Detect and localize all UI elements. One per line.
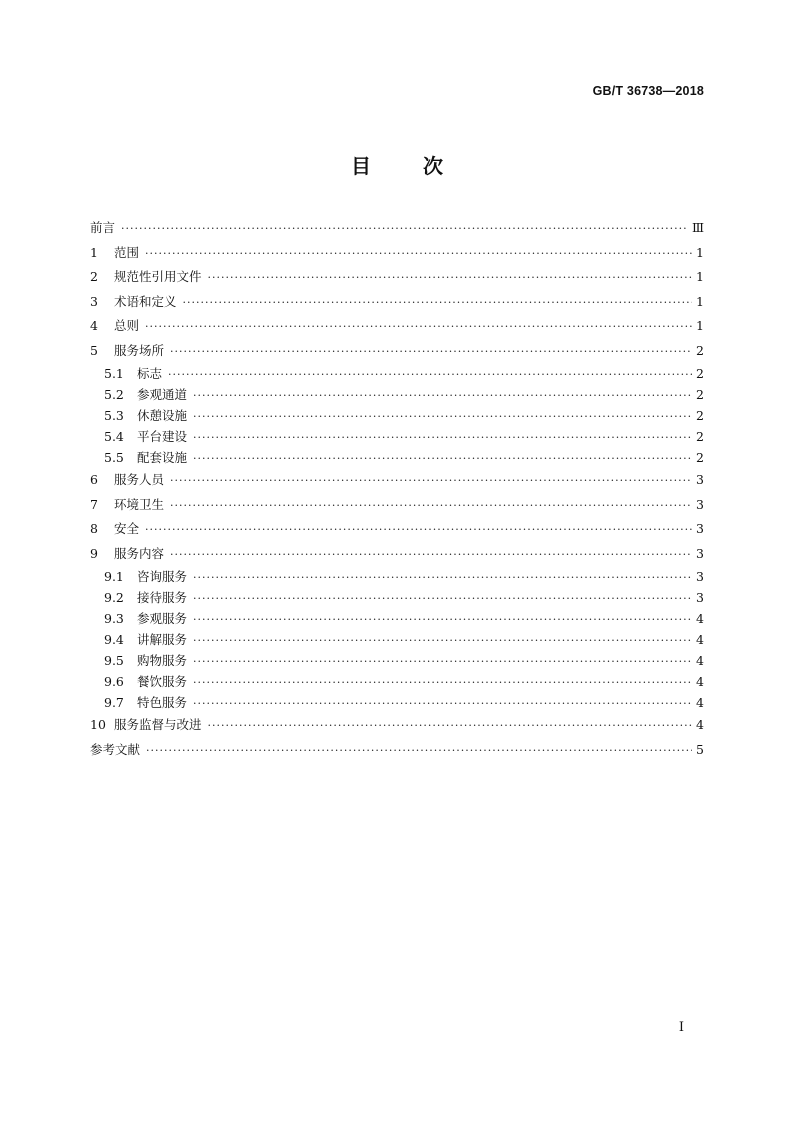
toc-entry-page: 2	[696, 450, 704, 465]
toc-leader-dots	[170, 543, 692, 568]
toc-leader-dots	[193, 693, 692, 714]
toc-entry-number: 4	[90, 318, 98, 333]
toc-leader-dots	[193, 427, 692, 448]
toc-leader-dots	[193, 448, 692, 469]
toc-leader-dots	[208, 714, 692, 739]
toc-entry[interactable]	[90, 493, 704, 518]
toc-entry-number: 5	[90, 342, 98, 358]
toc-entry-number: 3	[90, 293, 98, 309]
toc-leader-dots	[193, 385, 692, 406]
toc-entry[interactable]	[90, 363, 704, 384]
toc-leader-dots	[193, 588, 692, 609]
toc-leader-dots	[168, 364, 692, 385]
toc-entry-page: 3	[696, 590, 704, 605]
toc-entry[interactable]	[90, 517, 704, 542]
toc-entry[interactable]	[90, 265, 704, 290]
toc-entry-page: Ⅲ	[691, 220, 704, 235]
toc-leader-dots	[193, 672, 692, 693]
toc-entry-title: 配套设施	[137, 450, 188, 465]
toc-entry-title: 安全	[114, 521, 140, 536]
toc-entry-number: 8	[90, 521, 98, 536]
toc-leader-dots	[193, 609, 692, 630]
page-number: I	[678, 1020, 684, 1035]
toc-entry-number: 10	[90, 717, 106, 732]
toc-entry-page: 2	[696, 429, 704, 444]
toc-entry-number: 5.4	[104, 429, 124, 444]
toc-entry-title: 服务场所	[114, 342, 165, 358]
toc-entry-number: 9.3	[104, 611, 124, 626]
toc-entry-title: 前言	[90, 220, 116, 235]
toc-entry-page: 4	[696, 632, 704, 647]
toc-entry-page: 2	[696, 366, 704, 381]
toc-entry[interactable]	[90, 566, 704, 587]
toc-entry-number: 9.4	[104, 632, 124, 647]
toc-entry-page: 3	[696, 521, 704, 536]
toc-entry-page: 2	[696, 342, 704, 358]
toc-entry-number: 5.3	[104, 408, 124, 423]
toc-entry[interactable]	[90, 692, 704, 713]
toc-entry-number: 9.7	[104, 695, 124, 710]
toc-entry-title: 餐饮服务	[137, 674, 188, 689]
toc-entry[interactable]	[90, 468, 704, 493]
toc-leader-dots	[146, 739, 692, 764]
toc-entry-title: 范围	[114, 244, 140, 260]
toc-entry-number: 5.1	[104, 366, 124, 381]
toc-entry[interactable]	[90, 314, 704, 339]
toc-entry-page: 1	[696, 269, 704, 284]
toc-entry-page: 2	[696, 408, 704, 423]
toc-entry[interactable]	[90, 608, 704, 629]
toc-entry-number: 6	[90, 472, 98, 487]
toc-leader-dots	[145, 242, 692, 267]
toc-leader-dots	[193, 406, 692, 427]
page-title	[0, 150, 794, 179]
toc-leader-dots	[193, 630, 692, 651]
toc-entry-page: 3	[696, 472, 704, 487]
toc-entry-page: 3	[696, 569, 704, 584]
toc-entry[interactable]	[90, 713, 704, 738]
toc-entry-title: 服务内容	[114, 545, 165, 561]
toc-entry-page: 4	[696, 611, 704, 626]
toc-entry-page: 5	[696, 741, 704, 757]
toc-leader-dots	[170, 469, 692, 494]
toc-entry-page: 4	[696, 695, 704, 710]
toc-entry-title: 参观服务	[137, 611, 188, 626]
toc-entry-title: 服务人员	[114, 472, 165, 487]
title-char-1: 目	[351, 154, 371, 178]
toc-entry[interactable]	[90, 629, 704, 650]
toc-entry-page: 4	[696, 674, 704, 689]
toc-entry-title: 讲解服务	[137, 632, 188, 647]
toc-leader-dots	[183, 291, 692, 316]
toc-entry-number: 5.5	[104, 450, 124, 465]
toc-entry-title: 环境卫生	[114, 496, 165, 512]
toc-entry-number: 2	[90, 269, 98, 284]
toc-entry-number: 1	[90, 244, 98, 260]
toc-entry-title: 接待服务	[137, 590, 188, 605]
toc-entry-title: 总则	[114, 318, 140, 333]
toc-leader-dots	[145, 315, 692, 340]
toc-entry[interactable]	[90, 542, 704, 567]
toc-entry-page: 2	[696, 387, 704, 402]
toc-entry[interactable]	[90, 405, 704, 426]
toc-leader-dots	[121, 217, 688, 242]
toc-entry-title: 参考文献	[90, 741, 141, 757]
toc-entry-number: 9.6	[104, 674, 124, 689]
toc-entry-page: 3	[696, 496, 704, 512]
toc-leader-dots	[170, 494, 692, 519]
title-char-2: 次	[423, 154, 443, 178]
toc-entry[interactable]	[90, 671, 704, 692]
toc-entry-title: 购物服务	[137, 653, 188, 668]
toc-entry-number: 9.2	[104, 590, 124, 605]
toc-entry-page: 1	[696, 244, 704, 260]
toc-entry-number: 9.1	[104, 569, 124, 584]
table-of-contents	[90, 216, 704, 762]
toc-entry-title: 平台建设	[137, 429, 188, 444]
toc-entry-title: 休憩设施	[137, 408, 188, 423]
toc-entry[interactable]	[90, 447, 704, 468]
toc-entry-number: 9.5	[104, 653, 124, 668]
standard-code: GB/T 36738—2018	[592, 84, 704, 98]
toc-entry-number: 5.2	[104, 387, 124, 402]
toc-leader-dots	[193, 567, 692, 588]
toc-leader-dots	[208, 266, 692, 291]
toc-entry-page: 4	[696, 653, 704, 668]
toc-entry-title: 术语和定义	[114, 293, 177, 309]
toc-entry-number: 7	[90, 496, 98, 512]
toc-entry-title: 特色服务	[137, 695, 188, 710]
toc-entry[interactable]	[90, 426, 704, 447]
toc-entry-page: 4	[696, 717, 704, 732]
toc-entry[interactable]	[90, 216, 704, 241]
toc-entry[interactable]	[90, 650, 704, 671]
toc-entry-page: 3	[696, 545, 704, 561]
toc-entry[interactable]	[90, 339, 704, 364]
toc-entry-title: 规范性引用文件	[114, 269, 202, 284]
toc-leader-dots	[170, 340, 692, 365]
toc-entry[interactable]	[90, 738, 704, 763]
toc-entry-title: 服务监督与改进	[114, 717, 202, 732]
toc-entry-title: 标志	[137, 366, 163, 381]
toc-entry[interactable]	[90, 587, 704, 608]
toc-entry[interactable]	[90, 384, 704, 405]
toc-entry-title: 参观通道	[137, 387, 188, 402]
toc-entry-number: 9	[90, 545, 98, 561]
toc-entry-page: 1	[696, 293, 704, 309]
toc-entry[interactable]	[90, 241, 704, 266]
toc-entry-title: 咨询服务	[137, 569, 188, 584]
toc-entry-page: 1	[696, 318, 704, 333]
toc-leader-dots	[145, 518, 692, 543]
toc-leader-dots	[193, 651, 692, 672]
toc-entry[interactable]	[90, 290, 704, 315]
